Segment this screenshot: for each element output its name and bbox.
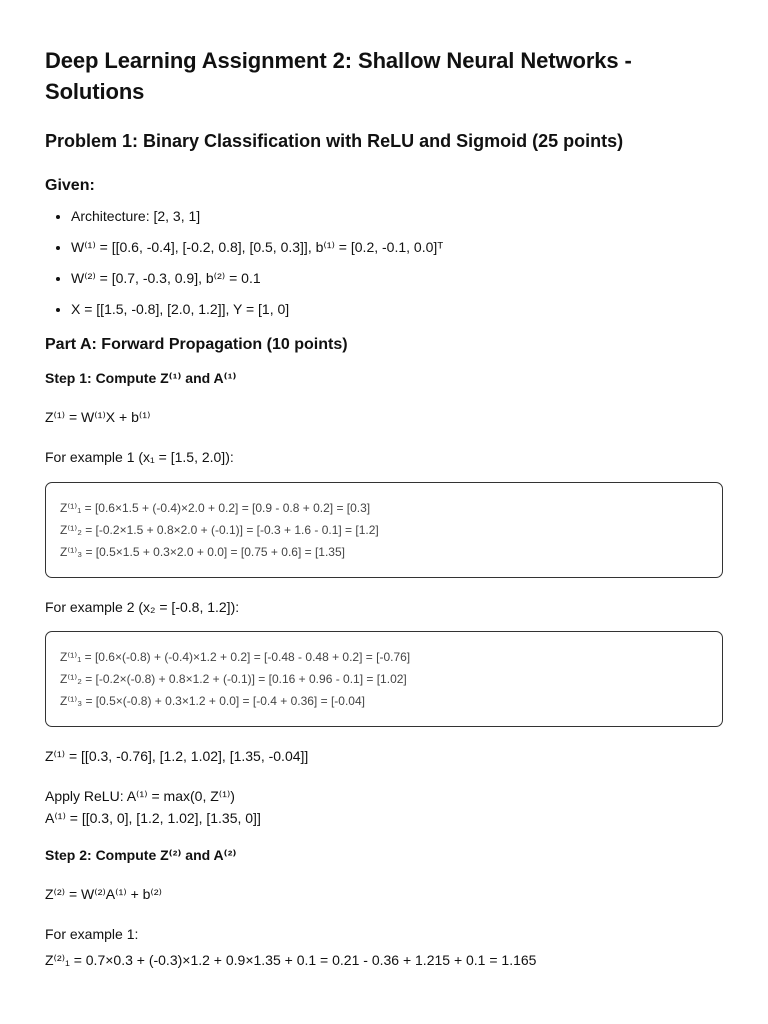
example-2-line-3: Z⁽¹⁾₃ = [0.5×(-0.8) + 0.3×1.2 + 0.0] = [-0.4 + 0.36] = [-0.04] [60, 694, 365, 708]
example-2-line-1: Z⁽¹⁾₁ = [0.6×(-0.8) + (-0.4)×1.2 + 0.2] = [-0.48 - 0.48 + 0.2] = [-0.76] [60, 650, 411, 664]
example-2-line-2: Z⁽¹⁾₂ = [-0.2×(-0.8) + 0.8×1.2 + (-0.1)] = [0.16 + 0.96 - 0.1] = [1.02] [60, 672, 407, 686]
step-1-heading: Step 1: Compute Z⁽¹⁾ and A⁽¹⁾ [45, 370, 237, 386]
given-item-x-y: • X = [[1.5, -0.8], [2.0, 1.2]], Y = [1, 0] [71, 298, 723, 320]
part-a-heading: Part A: Forward Propagation (10 points) [45, 336, 348, 353]
relu-line: Apply ReLU: A⁽¹⁾ = max(0, Z⁽¹⁾) [45, 788, 235, 804]
given-item-architecture: • Architecture: [2, 3, 1] [71, 205, 723, 227]
given-item-w2-b2: • W⁽²⁾ = [0.7, -0.3, 0.9], b⁽²⁾ = 0.1 [71, 267, 723, 289]
step-2-example-1-calc: Z⁽²⁾₁ = 0.7×0.3 + (-0.3)×1.2 + 0.9×1.35 + 0.1 = 0.21 - 0.36 + 1.215 + 0.1 = 1.165 [45, 952, 537, 968]
given-heading: Given: [45, 177, 95, 194]
example-1-label: For example 1 (x₁ = [1.5, 2.0]): [45, 449, 234, 465]
a1-result: A⁽¹⁾ = [[0.3, 0], [1.2, 1.02], [1.35, 0]] [45, 810, 261, 826]
given-item-w1-b1: • W⁽¹⁾ = [[0.6, -0.4], [-0.2, 0.8], [0.5, 0.3]], b⁽¹⁾ = [0.2, -0.1, 0.0]ᵀ [71, 236, 723, 258]
example-1-code-block [45, 482, 723, 578]
z1-result: Z⁽¹⁾ = [[0.3, -0.76], [1.2, 1.02], [1.35, -0.04]] [45, 748, 309, 764]
example-1-line-3: Z⁽¹⁾₃ = [0.5×1.5 + 0.3×2.0 + 0.0] = [0.75 + 0.6] = [1.35] [60, 545, 345, 559]
example-2-code-block [45, 631, 723, 727]
example-1-line-1: Z⁽¹⁾₁ = [0.6×1.5 + (-0.4)×2.0 + 0.2] = [0.9 - 0.8 + 0.2] = [0.3] [60, 501, 371, 515]
problem-1-heading: Problem 1: Binary Classification with ReLU and Sigmoid (25 points) [45, 131, 624, 151]
document-title: Deep Learning Assignment 2: Shallow Neural Networks - Solutions [45, 48, 632, 104]
step-2-heading: Step 2: Compute Z⁽²⁾ and A⁽²⁾ [45, 847, 237, 863]
z1-formula: Z⁽¹⁾ = W⁽¹⁾X + b⁽¹⁾ [45, 409, 151, 425]
z2-formula: Z⁽²⁾ = W⁽²⁾A⁽¹⁾ + b⁽²⁾ [45, 886, 162, 902]
step-2-example-1-label: For example 1: [45, 926, 139, 942]
example-2-label: For example 2 (x₂ = [-0.8, 1.2]): [45, 599, 240, 615]
given-list [45, 205, 723, 320]
example-1-line-2: Z⁽¹⁾₂ = [-0.2×1.5 + 0.8×2.0 + (-0.1)] = [-0.3 + 1.6 - 0.1] = [1.2] [60, 523, 379, 537]
